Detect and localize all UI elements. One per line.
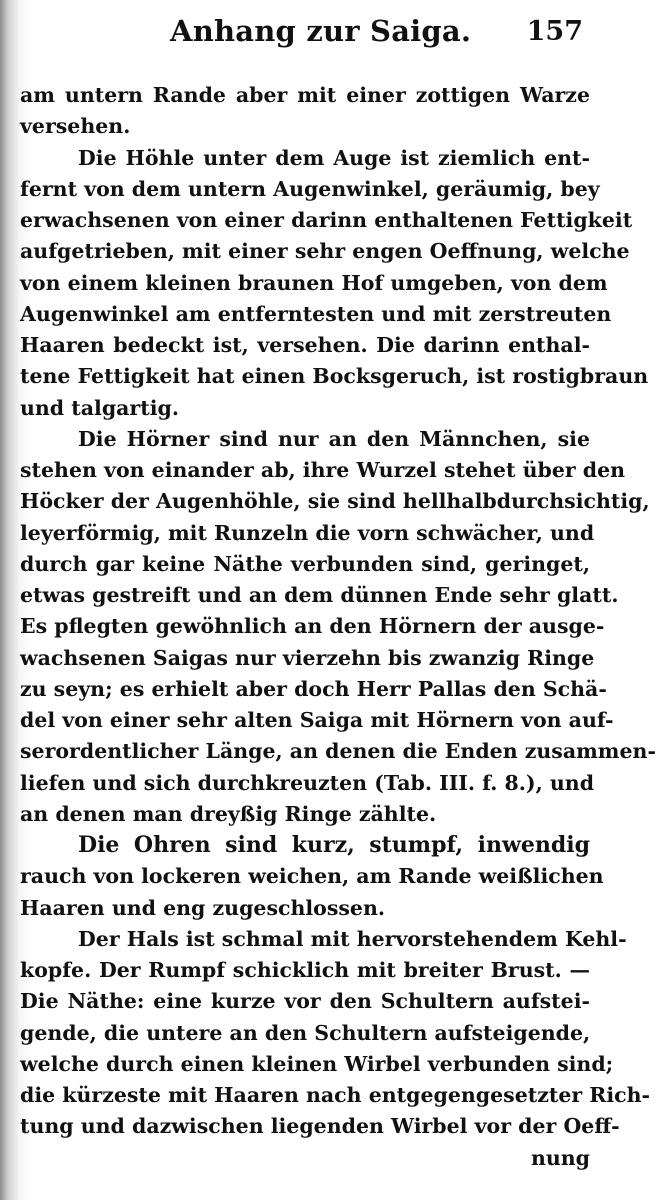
text-line: rauch von lockeren weichen, am Rande weißlichen xyxy=(20,864,604,889)
text-line: Die Hörner sind nur an den Männchen, sie xyxy=(78,426,590,451)
text-line: Es pflegten gewöhnlich an den Hörnern der ausge- xyxy=(20,614,605,639)
text-line: nung xyxy=(530,1145,590,1170)
text-line: kopfe. Der Rumpf schicklich mit breiter Brust. — xyxy=(20,958,590,982)
text-line: aufgetrieben, mit einer sehr engen Oeffnung, welche xyxy=(20,239,630,264)
text-line: del von einer sehr alten Saiga mit Hörnern von auf- xyxy=(20,708,614,732)
text-line: durch gar keine Näthe verbunden sind, geringet, xyxy=(20,551,590,576)
text-line: gende, die untere an den Schultern aufsteigende, xyxy=(20,1020,591,1045)
text-line: Augenwinkel am entferntesten und mit zerstreuten xyxy=(20,301,612,326)
text-line: Der Hals ist schmal mit hervorstehendem Kehl- xyxy=(78,926,627,951)
text-line: Haaren bedeckt ist, versehen. Die darinn enthal- xyxy=(20,333,590,357)
text-line: erwachsenen von einer darinn enthaltenen Fettigkeit xyxy=(20,208,633,232)
text-line: tung und dazwischen liegenden Wirbel vor der Oeff- xyxy=(20,1114,620,1139)
text-line: Die Ohren sind kurz, stumpf, inwendig xyxy=(78,832,590,858)
text-line: am untern Rande aber mit einer zottigen Warze xyxy=(20,83,590,107)
page-number: 157 xyxy=(526,16,583,47)
text-line: Die Höhle unter dem Auge ist ziemlich ent- xyxy=(78,145,590,170)
text-line: die kürzeste mit Haaren nach entgegengesetzter Rich- xyxy=(20,1083,651,1107)
text-line: Haaren und eng zugeschlossen. xyxy=(20,895,385,920)
text-line: und talgartig. xyxy=(20,395,179,420)
text-line: leyerförmig, mit Runzeln die vorn schwächer, und xyxy=(20,520,595,545)
body-text xyxy=(20,80,656,1174)
text-line: liefen und sich durchkreuzten (Tab. III. f. 8.), und xyxy=(20,770,595,795)
text-line: welche durch einen kleinen Wirbel verbunden sind; xyxy=(20,1051,614,1076)
text-line: Die Näthe: eine kurze vor den Schultern aufstei- xyxy=(20,989,590,1014)
text-line: Höcker der Augenhöhle, sie sind hellhalbdurchsichtig, xyxy=(20,489,650,514)
text-line: serordentlicher Länge, an denen die Enden zusammen- xyxy=(20,739,656,764)
text-line: tene Fettigkeit hat einen Bocksgeruch, ist rostigbraun xyxy=(20,364,649,389)
text-line: versehen. xyxy=(20,114,131,139)
text-line: wachsenen Saigas nur vierzehn bis zwanzig Ringe xyxy=(20,645,595,670)
text-line: stehen von einander ab, ihre Wurzel stehet über den xyxy=(20,458,626,482)
running-head xyxy=(0,14,613,54)
text-line: etwas gestreift und an dem dünnen Ende sehr glatt. xyxy=(20,583,619,607)
running-head-title: Anhang zur Saiga. xyxy=(170,14,472,48)
text-line: zu seyn; es erhielt aber doch Herr Pallas den Schä- xyxy=(20,676,607,701)
text-line: fernt von dem untern Augenwinkel, geräumig, bey xyxy=(20,176,600,201)
text-line: an denen man dreyßig Ringe zählte. xyxy=(20,801,437,826)
text-line: von einem kleinen braunen Hof umgeben, von dem xyxy=(20,270,608,295)
